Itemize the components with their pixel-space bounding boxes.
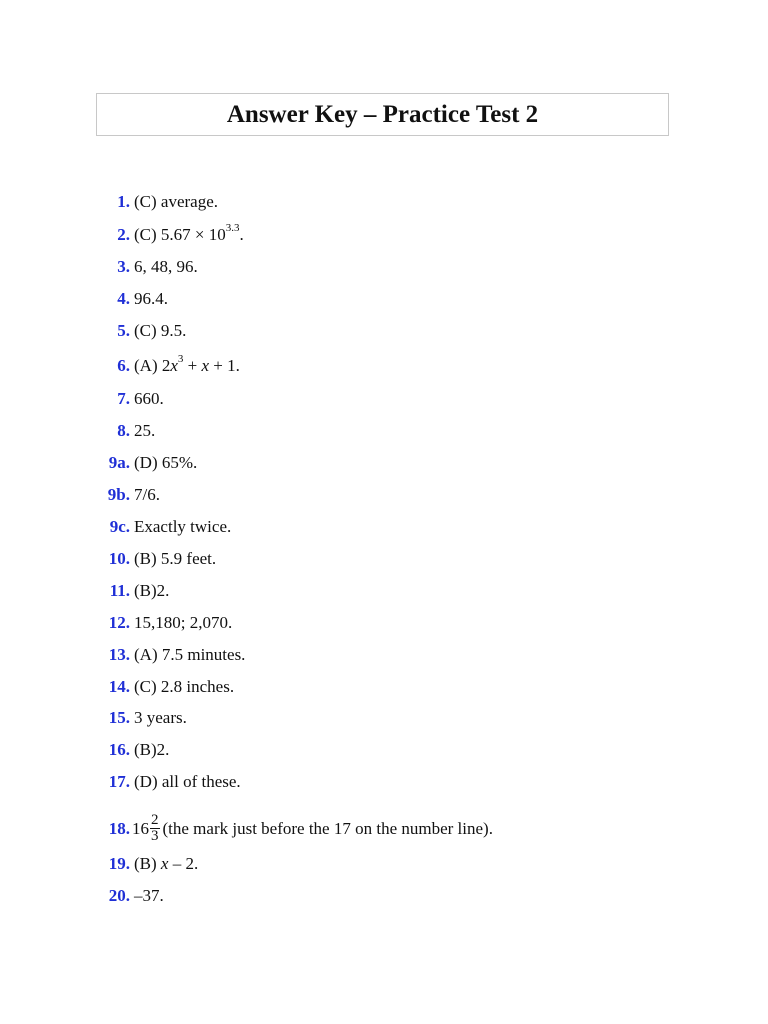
answer-item-15 <box>0 708 187 736</box>
answer-text: Exactly twice. <box>134 517 232 536</box>
answer-text: –37. <box>134 886 164 905</box>
answer-number: 16. <box>108 740 130 759</box>
exponent: 3.3 <box>225 222 240 235</box>
answer-item-5 <box>0 321 186 349</box>
answer-item-12 <box>0 613 232 641</box>
answer-item-18 <box>0 808 493 850</box>
answer-text: (A) $2x^3 + x + 1$. <box>134 353 240 375</box>
answer-text: (B)2. <box>134 740 170 759</box>
answer-item-9c <box>0 517 231 545</box>
answer-number: 12. <box>108 613 130 632</box>
answer-item-14 <box>0 677 234 705</box>
mixed-number-whole: 16 <box>132 819 149 838</box>
answer-text: 6, 48, 96. <box>134 257 198 276</box>
answer-number: 5. <box>117 321 130 340</box>
answer-text: (B) x – 2. <box>134 854 199 873</box>
answer-number: 9c. <box>109 517 130 536</box>
answer-text: 660. <box>134 389 164 408</box>
answer-item-10 <box>0 549 216 577</box>
answer-number: 3. <box>117 257 130 276</box>
answer-item-17 <box>0 772 241 800</box>
answer-text: (D) all of these. <box>134 772 241 791</box>
answer-item-19 <box>0 854 198 882</box>
answer-text: (C) $5.67 \times 10^{3.3}$. <box>134 222 244 244</box>
answer-item-16 <box>0 740 169 768</box>
answer-number: 20. <box>108 886 130 905</box>
answer-item-3 <box>0 257 198 285</box>
answer-number: 4. <box>117 289 130 308</box>
answer-text: (B) 5.9 feet. <box>134 549 217 568</box>
answer-item-20 <box>0 886 164 914</box>
answer-item-7 <box>0 389 164 417</box>
answer-number: 15. <box>108 708 130 727</box>
answer-number: 2. <box>117 225 130 244</box>
answer-item-13 <box>0 645 245 673</box>
answer-item-1 <box>0 192 218 220</box>
answer-text: (B)2. <box>134 581 170 600</box>
answer-number: 1. <box>117 192 130 211</box>
answer-text: (C) 2.8 inches. <box>134 677 235 696</box>
answer-item-6 <box>0 353 240 384</box>
answer-item-4 <box>0 289 168 317</box>
page-title: Answer Key – Practice Test 2 <box>226 100 539 128</box>
answer-item-2 <box>0 222 244 253</box>
answer-item-11 <box>0 581 169 609</box>
answer-text: 96.4. <box>134 289 168 308</box>
answer-text: 16 $\frac{2}{3}$ (the mark just before the 17 on the number line). <box>132 811 493 844</box>
answer-text: (C) 9.5. <box>134 321 187 340</box>
title-box <box>96 93 669 136</box>
answer-number: 13. <box>108 645 130 664</box>
answer-text: (C) average. <box>134 192 219 211</box>
answer-number: 9a. <box>108 453 130 472</box>
answer-number: 14. <box>108 677 130 696</box>
answer-number: 19. <box>108 854 130 873</box>
answer-text: 25. <box>134 421 156 440</box>
answer-item-9a <box>0 453 197 481</box>
answer-number: 7. <box>117 389 130 408</box>
answer-text: (A) 7.5 minutes. <box>134 645 246 664</box>
fraction <box>150 813 160 844</box>
answer-text: (D) 65%. <box>134 453 198 472</box>
answer-number: 9b. <box>107 485 130 504</box>
answer-number: 10. <box>108 549 130 568</box>
fraction-numerator: 2 <box>151 811 159 828</box>
answer-item-8 <box>0 421 155 449</box>
answer-text: 3 years. <box>134 708 187 727</box>
answer-number: 18. <box>108 819 130 838</box>
exponent: 3 <box>177 353 184 366</box>
answer-number: 17. <box>108 772 130 791</box>
answer-number: 11. <box>109 581 130 600</box>
answer-text: 15,180; 2,070. <box>134 613 233 632</box>
answer-number: 6. <box>117 356 130 375</box>
fraction-denominator: 3 <box>151 827 159 844</box>
answer-item-9b <box>0 485 160 513</box>
answer-text: 7/6. <box>134 485 160 504</box>
answer-number: 8. <box>117 421 130 440</box>
